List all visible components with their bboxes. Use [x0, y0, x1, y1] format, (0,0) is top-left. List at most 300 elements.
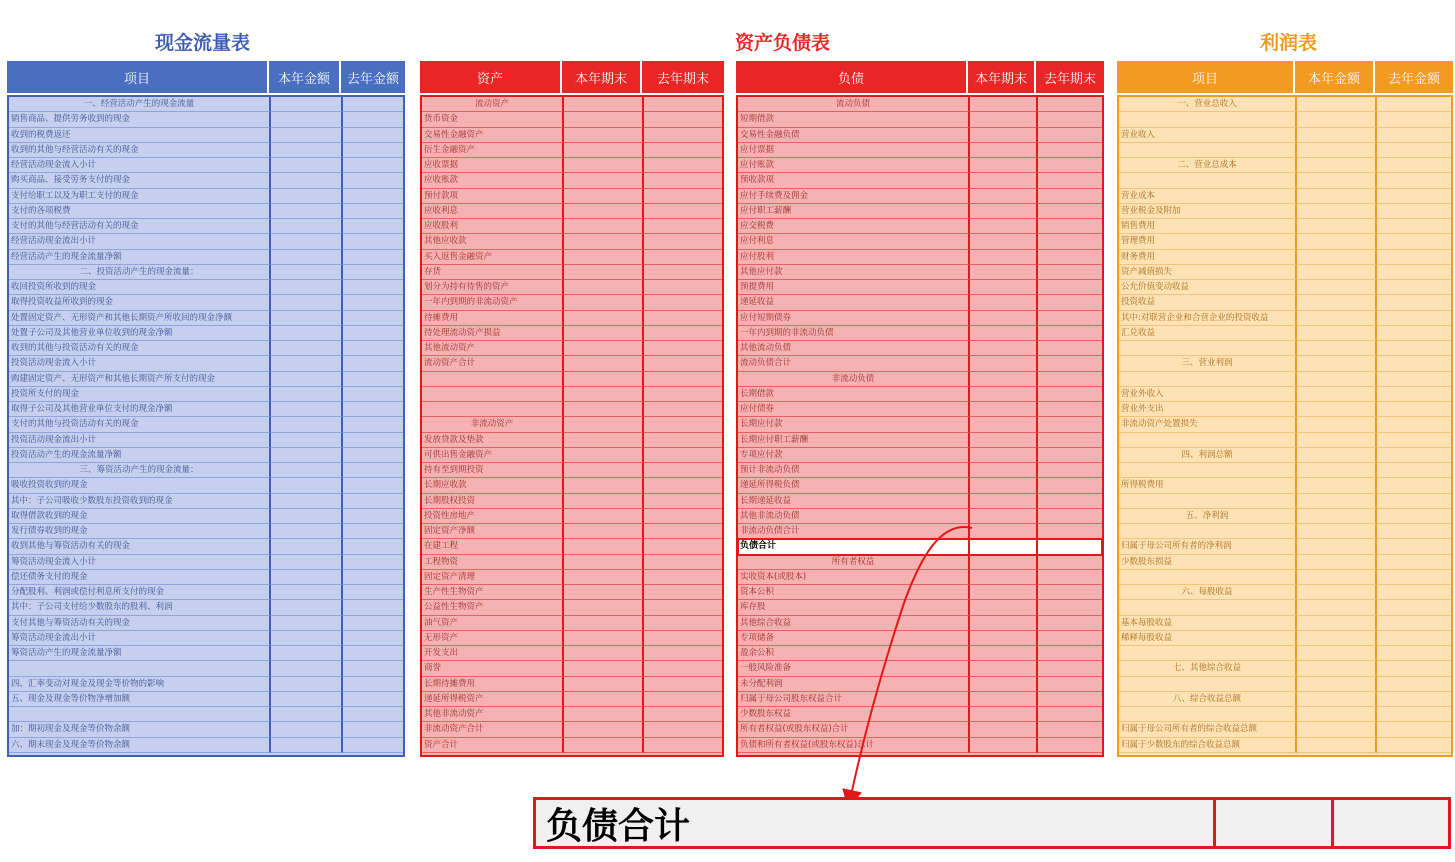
prior-value-cell[interactable] — [343, 600, 403, 615]
prior-value-cell[interactable] — [1377, 387, 1451, 402]
current-value-cell[interactable] — [970, 97, 1038, 112]
current-value-cell[interactable] — [1297, 524, 1377, 539]
current-value-cell[interactable] — [271, 677, 343, 692]
current-value-cell[interactable] — [970, 646, 1038, 661]
current-value-cell[interactable] — [564, 250, 644, 265]
prior-value-cell[interactable] — [644, 463, 722, 478]
prior-value-cell[interactable] — [1377, 97, 1451, 112]
prior-value-cell[interactable] — [1377, 585, 1451, 600]
prior-value-cell[interactable] — [1038, 585, 1102, 600]
current-value-cell[interactable] — [271, 570, 343, 585]
prior-value-cell[interactable] — [343, 524, 403, 539]
current-value-cell[interactable] — [564, 204, 644, 219]
current-value-cell[interactable] — [564, 372, 644, 387]
current-value-cell[interactable] — [1297, 341, 1377, 356]
current-value-cell[interactable] — [564, 356, 644, 371]
prior-value-cell[interactable] — [644, 600, 722, 615]
current-value-cell[interactable] — [271, 509, 343, 524]
prior-value-cell[interactable] — [1038, 158, 1102, 173]
prior-value-cell[interactable] — [1038, 265, 1102, 280]
prior-value-cell[interactable] — [343, 234, 403, 249]
current-value-cell[interactable] — [564, 600, 644, 615]
prior-value-cell[interactable] — [644, 265, 722, 280]
prior-value-cell[interactable] — [644, 738, 722, 753]
prior-value-cell[interactable] — [1377, 311, 1451, 326]
current-value-cell[interactable] — [271, 524, 343, 539]
current-value-cell[interactable] — [564, 326, 644, 341]
current-value-cell[interactable] — [1297, 402, 1377, 417]
prior-value-cell[interactable] — [644, 646, 722, 661]
current-value-cell[interactable] — [564, 265, 644, 280]
prior-value-cell[interactable] — [1377, 250, 1451, 265]
current-value-cell[interactable] — [970, 189, 1038, 204]
current-value-cell[interactable] — [1297, 173, 1377, 188]
prior-value-cell[interactable] — [644, 448, 722, 463]
current-value-cell[interactable] — [271, 112, 343, 127]
prior-value-cell[interactable] — [1377, 189, 1451, 204]
current-value-cell[interactable] — [564, 478, 644, 493]
current-value-cell[interactable] — [970, 311, 1038, 326]
current-value-cell[interactable] — [970, 539, 1038, 554]
prior-value-cell[interactable] — [1377, 173, 1451, 188]
current-value-cell[interactable] — [970, 524, 1038, 539]
current-value-cell[interactable] — [271, 341, 343, 356]
current-value-cell[interactable] — [564, 463, 644, 478]
current-value-cell[interactable] — [564, 448, 644, 463]
prior-value-cell[interactable] — [1038, 646, 1102, 661]
prior-value-cell[interactable] — [343, 265, 403, 280]
current-value-cell[interactable] — [564, 738, 644, 753]
current-value-cell[interactable] — [970, 234, 1038, 249]
prior-value-cell[interactable] — [1038, 356, 1102, 371]
prior-value-cell[interactable] — [1377, 661, 1451, 676]
current-value-cell[interactable] — [1297, 585, 1377, 600]
current-value-cell[interactable] — [271, 646, 343, 661]
prior-value-cell[interactable] — [343, 143, 403, 158]
current-value-cell[interactable] — [1297, 494, 1377, 509]
current-value-cell[interactable] — [1297, 417, 1377, 432]
current-value-cell[interactable] — [564, 387, 644, 402]
current-value-cell[interactable] — [564, 158, 644, 173]
prior-value-cell[interactable] — [1038, 311, 1102, 326]
current-value-cell[interactable] — [271, 555, 343, 570]
current-value-cell[interactable] — [1297, 722, 1377, 737]
prior-value-cell[interactable] — [644, 661, 722, 676]
current-value-cell[interactable] — [564, 189, 644, 204]
current-value-cell[interactable] — [1297, 631, 1377, 646]
prior-value-cell[interactable] — [644, 585, 722, 600]
prior-value-cell[interactable] — [1377, 448, 1451, 463]
prior-value-cell[interactable] — [343, 707, 403, 722]
current-value-cell[interactable] — [1297, 311, 1377, 326]
prior-value-cell[interactable] — [343, 295, 403, 310]
current-value-cell[interactable] — [564, 631, 644, 646]
prior-value-cell[interactable] — [1377, 402, 1451, 417]
prior-value-cell[interactable] — [644, 143, 722, 158]
current-value-cell[interactable] — [1297, 326, 1377, 341]
prior-value-cell[interactable] — [1038, 509, 1102, 524]
prior-value-cell[interactable] — [343, 463, 403, 478]
prior-value-cell[interactable] — [1377, 433, 1451, 448]
prior-value-cell[interactable] — [343, 158, 403, 173]
prior-value-cell[interactable] — [644, 494, 722, 509]
prior-value-cell[interactable] — [1377, 341, 1451, 356]
current-value-cell[interactable] — [1297, 158, 1377, 173]
prior-value-cell[interactable] — [1377, 677, 1451, 692]
prior-value-cell[interactable] — [644, 417, 722, 432]
prior-value-cell[interactable] — [343, 173, 403, 188]
prior-value-cell[interactable] — [644, 326, 722, 341]
prior-value-cell[interactable] — [343, 555, 403, 570]
current-value-cell[interactable] — [271, 463, 343, 478]
current-value-cell[interactable] — [970, 570, 1038, 585]
current-value-cell[interactable] — [271, 311, 343, 326]
prior-value-cell[interactable] — [644, 509, 722, 524]
prior-value-cell[interactable] — [644, 722, 722, 737]
prior-value-cell[interactable] — [644, 570, 722, 585]
prior-value-cell[interactable] — [1038, 524, 1102, 539]
current-value-cell[interactable] — [970, 631, 1038, 646]
prior-value-cell[interactable] — [1038, 143, 1102, 158]
current-value-cell[interactable] — [970, 356, 1038, 371]
prior-value-cell[interactable] — [343, 494, 403, 509]
prior-value-cell[interactable] — [343, 509, 403, 524]
current-value-cell[interactable] — [1297, 97, 1377, 112]
current-value-cell[interactable] — [271, 661, 343, 676]
current-value-cell[interactable] — [1297, 478, 1377, 493]
prior-value-cell[interactable] — [343, 250, 403, 265]
prior-value-cell[interactable] — [1038, 722, 1102, 737]
prior-value-cell[interactable] — [1038, 97, 1102, 112]
prior-value-cell[interactable] — [343, 417, 403, 432]
current-value-cell[interactable] — [271, 326, 343, 341]
current-value-cell[interactable] — [271, 97, 343, 112]
current-value-cell[interactable] — [970, 616, 1038, 631]
prior-value-cell[interactable] — [343, 433, 403, 448]
current-value-cell[interactable] — [271, 433, 343, 448]
prior-value-cell[interactable] — [644, 555, 722, 570]
current-value-cell[interactable] — [1297, 692, 1377, 707]
prior-value-cell[interactable] — [1038, 616, 1102, 631]
prior-value-cell[interactable] — [343, 128, 403, 143]
prior-value-cell[interactable] — [343, 661, 403, 676]
prior-value-cell[interactable] — [343, 738, 403, 753]
current-value-cell[interactable] — [1297, 204, 1377, 219]
current-value-cell[interactable] — [1297, 570, 1377, 585]
prior-value-cell[interactable] — [343, 280, 403, 295]
current-value-cell[interactable] — [1297, 189, 1377, 204]
current-value-cell[interactable] — [564, 570, 644, 585]
prior-value-cell[interactable] — [1038, 494, 1102, 509]
prior-value-cell[interactable] — [1038, 707, 1102, 722]
prior-value-cell[interactable] — [1377, 128, 1451, 143]
current-value-cell[interactable] — [271, 143, 343, 158]
current-value-cell[interactable] — [1297, 143, 1377, 158]
current-value-cell[interactable] — [1297, 372, 1377, 387]
prior-value-cell[interactable] — [343, 387, 403, 402]
current-value-cell[interactable] — [564, 219, 644, 234]
prior-value-cell[interactable] — [1377, 219, 1451, 234]
prior-value-cell[interactable] — [1038, 173, 1102, 188]
prior-value-cell[interactable] — [343, 341, 403, 356]
prior-value-cell[interactable] — [343, 570, 403, 585]
current-value-cell[interactable] — [564, 341, 644, 356]
current-value-cell[interactable] — [564, 402, 644, 417]
prior-value-cell[interactable] — [644, 311, 722, 326]
prior-value-cell[interactable] — [1377, 692, 1451, 707]
current-value-cell[interactable] — [271, 692, 343, 707]
current-value-cell[interactable] — [271, 387, 343, 402]
prior-value-cell[interactable] — [1038, 204, 1102, 219]
current-value-cell[interactable] — [1297, 387, 1377, 402]
current-value-cell[interactable] — [564, 173, 644, 188]
prior-value-cell[interactable] — [644, 478, 722, 493]
prior-value-cell[interactable] — [343, 356, 403, 371]
prior-value-cell[interactable] — [343, 219, 403, 234]
prior-value-cell[interactable] — [644, 616, 722, 631]
current-value-cell[interactable] — [564, 524, 644, 539]
current-value-cell[interactable] — [271, 280, 343, 295]
prior-value-cell[interactable] — [343, 722, 403, 737]
prior-value-cell[interactable] — [1377, 417, 1451, 432]
current-value-cell[interactable] — [271, 295, 343, 310]
current-value-cell[interactable] — [271, 189, 343, 204]
current-value-cell[interactable] — [970, 219, 1038, 234]
prior-value-cell[interactable] — [1038, 555, 1102, 570]
prior-value-cell[interactable] — [644, 524, 722, 539]
current-value-cell[interactable] — [271, 600, 343, 615]
prior-value-cell[interactable] — [1038, 433, 1102, 448]
prior-value-cell[interactable] — [644, 356, 722, 371]
current-value-cell[interactable] — [271, 234, 343, 249]
current-value-cell[interactable] — [564, 417, 644, 432]
prior-value-cell[interactable] — [1377, 372, 1451, 387]
prior-value-cell[interactable] — [644, 433, 722, 448]
prior-value-cell[interactable] — [1038, 234, 1102, 249]
current-value-cell[interactable] — [1297, 356, 1377, 371]
prior-value-cell[interactable] — [1038, 402, 1102, 417]
current-value-cell[interactable] — [564, 494, 644, 509]
prior-value-cell[interactable] — [1377, 555, 1451, 570]
current-value-cell[interactable] — [970, 600, 1038, 615]
current-value-cell[interactable] — [970, 463, 1038, 478]
prior-value-cell[interactable] — [644, 707, 722, 722]
current-value-cell[interactable] — [1297, 616, 1377, 631]
current-value-cell[interactable] — [564, 616, 644, 631]
prior-value-cell[interactable] — [644, 219, 722, 234]
prior-value-cell[interactable] — [1038, 661, 1102, 676]
prior-value-cell[interactable] — [1038, 372, 1102, 387]
prior-value-cell[interactable] — [1038, 250, 1102, 265]
prior-value-cell[interactable] — [1038, 219, 1102, 234]
current-value-cell[interactable] — [271, 265, 343, 280]
current-value-cell[interactable] — [1297, 738, 1377, 753]
current-value-cell[interactable] — [564, 311, 644, 326]
current-value-cell[interactable] — [564, 692, 644, 707]
current-value-cell[interactable] — [970, 204, 1038, 219]
current-value-cell[interactable] — [970, 128, 1038, 143]
prior-value-cell[interactable] — [1038, 280, 1102, 295]
current-value-cell[interactable] — [1297, 265, 1377, 280]
prior-value-cell[interactable] — [644, 387, 722, 402]
current-value-cell[interactable] — [970, 478, 1038, 493]
current-value-cell[interactable] — [271, 539, 343, 554]
current-value-cell[interactable] — [1297, 295, 1377, 310]
current-value-cell[interactable] — [970, 417, 1038, 432]
current-value-cell[interactable] — [1297, 250, 1377, 265]
prior-value-cell[interactable] — [644, 341, 722, 356]
prior-value-cell[interactable] — [343, 189, 403, 204]
current-value-cell[interactable] — [1297, 234, 1377, 249]
current-value-cell[interactable] — [1297, 555, 1377, 570]
prior-value-cell[interactable] — [644, 173, 722, 188]
current-value-cell[interactable] — [271, 494, 343, 509]
current-value-cell[interactable] — [271, 204, 343, 219]
current-value-cell[interactable] — [970, 265, 1038, 280]
current-value-cell[interactable] — [1297, 128, 1377, 143]
current-value-cell[interactable] — [271, 158, 343, 173]
current-value-cell[interactable] — [564, 234, 644, 249]
prior-value-cell[interactable] — [1377, 234, 1451, 249]
prior-value-cell[interactable] — [343, 402, 403, 417]
prior-value-cell[interactable] — [1038, 326, 1102, 341]
current-value-cell[interactable] — [970, 326, 1038, 341]
current-value-cell[interactable] — [564, 295, 644, 310]
current-value-cell[interactable] — [271, 707, 343, 722]
current-value-cell[interactable] — [271, 738, 343, 753]
current-value-cell[interactable] — [970, 509, 1038, 524]
prior-value-cell[interactable] — [644, 234, 722, 249]
current-value-cell[interactable] — [271, 173, 343, 188]
prior-value-cell[interactable] — [1377, 707, 1451, 722]
current-value-cell[interactable] — [271, 585, 343, 600]
current-value-cell[interactable] — [1297, 463, 1377, 478]
prior-value-cell[interactable] — [1377, 112, 1451, 127]
current-value-cell[interactable] — [271, 722, 343, 737]
prior-value-cell[interactable] — [644, 189, 722, 204]
prior-value-cell[interactable] — [343, 112, 403, 127]
current-value-cell[interactable] — [564, 128, 644, 143]
prior-value-cell[interactable] — [644, 692, 722, 707]
current-value-cell[interactable] — [970, 707, 1038, 722]
current-value-cell[interactable] — [970, 494, 1038, 509]
prior-value-cell[interactable] — [1038, 539, 1102, 554]
prior-value-cell[interactable] — [644, 539, 722, 554]
current-value-cell[interactable] — [970, 295, 1038, 310]
current-value-cell[interactable] — [1297, 646, 1377, 661]
prior-value-cell[interactable] — [343, 372, 403, 387]
current-value-cell[interactable] — [970, 372, 1038, 387]
current-value-cell[interactable] — [970, 433, 1038, 448]
prior-value-cell[interactable] — [644, 677, 722, 692]
prior-value-cell[interactable] — [343, 97, 403, 112]
current-value-cell[interactable] — [1297, 219, 1377, 234]
current-value-cell[interactable] — [564, 97, 644, 112]
prior-value-cell[interactable] — [1377, 524, 1451, 539]
prior-value-cell[interactable] — [644, 280, 722, 295]
prior-value-cell[interactable] — [343, 448, 403, 463]
prior-value-cell[interactable] — [343, 539, 403, 554]
prior-value-cell[interactable] — [1377, 722, 1451, 737]
prior-value-cell[interactable] — [1377, 631, 1451, 646]
prior-value-cell[interactable] — [1038, 112, 1102, 127]
current-value-cell[interactable] — [1297, 600, 1377, 615]
current-value-cell[interactable] — [564, 707, 644, 722]
prior-value-cell[interactable] — [1038, 692, 1102, 707]
prior-value-cell[interactable] — [1038, 570, 1102, 585]
prior-value-cell[interactable] — [1377, 738, 1451, 753]
prior-value-cell[interactable] — [1377, 280, 1451, 295]
prior-value-cell[interactable] — [343, 616, 403, 631]
current-value-cell[interactable] — [1297, 661, 1377, 676]
current-value-cell[interactable] — [271, 402, 343, 417]
prior-value-cell[interactable] — [644, 372, 722, 387]
prior-value-cell[interactable] — [1038, 448, 1102, 463]
prior-value-cell[interactable] — [1377, 570, 1451, 585]
current-value-cell[interactable] — [564, 585, 644, 600]
current-value-cell[interactable] — [564, 661, 644, 676]
current-value-cell[interactable] — [970, 738, 1038, 753]
prior-value-cell[interactable] — [644, 97, 722, 112]
prior-value-cell[interactable] — [1377, 509, 1451, 524]
prior-value-cell[interactable] — [1377, 356, 1451, 371]
current-value-cell[interactable] — [564, 509, 644, 524]
current-value-cell[interactable] — [970, 448, 1038, 463]
current-value-cell[interactable] — [970, 585, 1038, 600]
prior-value-cell[interactable] — [1377, 326, 1451, 341]
prior-value-cell[interactable] — [343, 478, 403, 493]
current-value-cell[interactable] — [271, 219, 343, 234]
current-value-cell[interactable] — [564, 722, 644, 737]
prior-value-cell[interactable] — [343, 646, 403, 661]
prior-value-cell[interactable] — [343, 585, 403, 600]
current-value-cell[interactable] — [970, 722, 1038, 737]
current-value-cell[interactable] — [1297, 509, 1377, 524]
current-value-cell[interactable] — [564, 539, 644, 554]
prior-value-cell[interactable] — [1377, 265, 1451, 280]
current-value-cell[interactable] — [970, 677, 1038, 692]
prior-value-cell[interactable] — [1038, 387, 1102, 402]
prior-value-cell[interactable] — [1038, 128, 1102, 143]
prior-value-cell[interactable] — [1377, 143, 1451, 158]
current-value-cell[interactable] — [564, 646, 644, 661]
prior-value-cell[interactable] — [644, 204, 722, 219]
prior-value-cell[interactable] — [1038, 738, 1102, 753]
current-value-cell[interactable] — [1297, 448, 1377, 463]
prior-value-cell[interactable] — [1377, 646, 1451, 661]
current-value-cell[interactable] — [970, 112, 1038, 127]
prior-value-cell[interactable] — [644, 402, 722, 417]
prior-value-cell[interactable] — [343, 677, 403, 692]
current-value-cell[interactable] — [271, 616, 343, 631]
current-value-cell[interactable] — [970, 173, 1038, 188]
prior-value-cell[interactable] — [644, 631, 722, 646]
prior-value-cell[interactable] — [343, 692, 403, 707]
prior-value-cell[interactable] — [343, 204, 403, 219]
prior-value-cell[interactable] — [1038, 417, 1102, 432]
current-value-cell[interactable] — [1297, 280, 1377, 295]
prior-value-cell[interactable] — [644, 128, 722, 143]
prior-value-cell[interactable] — [644, 295, 722, 310]
current-value-cell[interactable] — [271, 417, 343, 432]
prior-value-cell[interactable] — [1038, 631, 1102, 646]
prior-value-cell[interactable] — [1377, 295, 1451, 310]
current-value-cell[interactable] — [564, 555, 644, 570]
current-value-cell[interactable] — [1297, 433, 1377, 448]
current-value-cell[interactable] — [271, 478, 343, 493]
prior-value-cell[interactable] — [1038, 600, 1102, 615]
current-value-cell[interactable] — [564, 433, 644, 448]
